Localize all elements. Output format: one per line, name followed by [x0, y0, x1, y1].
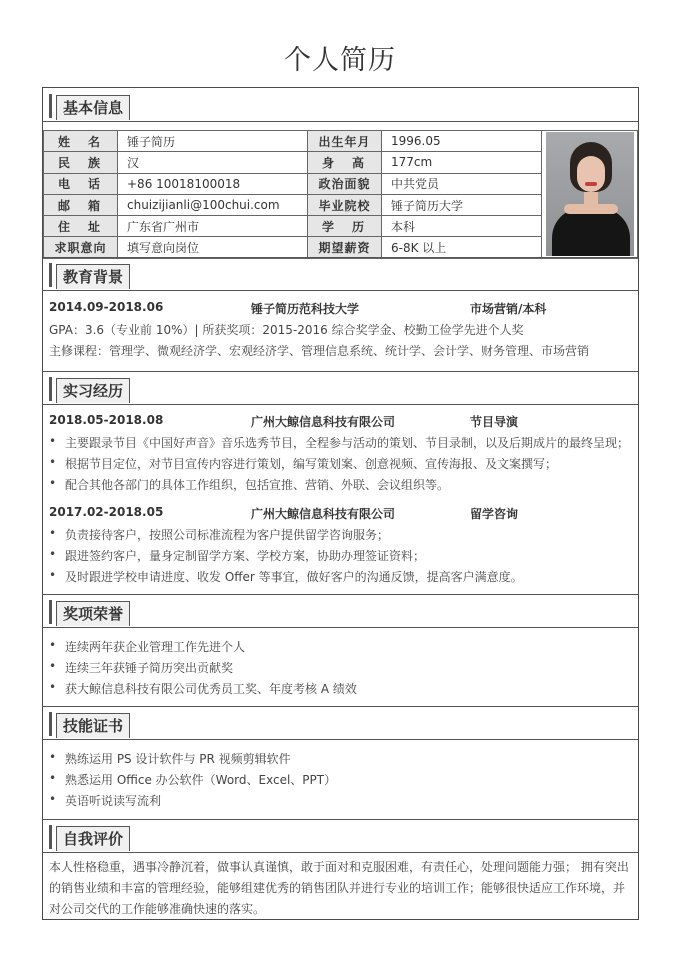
education-period: 2014.09-2018.06 [49, 300, 164, 314]
list-item: • 熟练运用 PS 设计软件与 PR 视频剪辑软件 [49, 750, 291, 767]
birth-value: 1996.05 [382, 131, 542, 152]
education-courses: 主修课程：管理学、微观经济学、宏观经济学、管理信息系统、统计学、会计学、财务管理、市场营销 [49, 344, 590, 358]
internship-period: 2017.02-2018.05 [49, 505, 164, 519]
list-item: • 负责接待客户，按照公司标准流程为客户提供留学咨询服务； [49, 526, 389, 543]
list-item: • 英语听说读写流利 [49, 792, 161, 809]
resume-frame [42, 87, 639, 920]
basic-info-table [43, 130, 638, 259]
field-label: 毕业院校 [308, 194, 382, 215]
list-item: • 配合其他各部门的具体工作组织，包括宣推、营销、外联、会议组织等。 [49, 476, 449, 493]
field-label: 政治面貌 [308, 173, 382, 194]
self-evaluation: 本人性格稳重，遇事冷静沉着，做事认真谨慎，敢于面对和克服困难，有责任心，处理问题能力强； 拥有突出的销售业绩和丰富的管理经验，能够组建优秀的销售团队并进行专业的培训工作；能够很快适应工作环境，并对公司交代的工作能够准确快速的落实。 [49, 860, 629, 916]
field-label: 邮 箱 [44, 194, 118, 215]
name-value: 锤子简历 [118, 131, 308, 152]
education-major: 市场营销/本科 [470, 302, 547, 316]
political-value: 中共党员 [382, 173, 542, 194]
list-item: • 主要跟录节目《中国好声音》音乐选秀节目，全程参与活动的策划、节目录制，以及后期成片的最终呈现； [49, 434, 629, 451]
section-title: 奖项荣誉 [56, 601, 130, 626]
section-title: 基本信息 [56, 95, 130, 120]
section-header-internship [43, 371, 638, 405]
section-header-awards [43, 594, 638, 628]
ethnicity-value: 汉 [118, 152, 308, 173]
profile-photo [546, 132, 634, 256]
field-label: 民 族 [44, 152, 118, 173]
list-item: • 熟悉运用 Office 办公软件（Word、Excel、PPT） [49, 771, 336, 788]
field-label: 学 历 [308, 216, 382, 237]
address-value: 广东省广州市 [118, 216, 308, 237]
page-title: 个人简历 [284, 45, 396, 76]
field-label: 姓 名 [44, 131, 118, 152]
section-title: 技能证书 [56, 713, 130, 738]
intent-value: 填写意向岗位 [118, 237, 308, 258]
list-item: • 及时跟进学校申请进度、收发 Offer 等事宜，做好客户的沟通反馈，提高客户满意度。 [49, 568, 523, 585]
phone-value: +86 10018100018 [118, 173, 308, 194]
field-label: 期望薪资 [308, 237, 382, 258]
section-title: 自我评价 [56, 826, 130, 851]
section-header-basic [43, 88, 638, 122]
section-header-self [43, 819, 638, 853]
school-value: 锤子简历大学 [382, 194, 542, 215]
internship-header [49, 413, 634, 429]
field-label: 身 高 [308, 152, 382, 173]
education-school: 锤子简历范科技大学 [251, 302, 360, 316]
internship-role: 留学咨询 [470, 507, 519, 521]
field-label: 出生年月 [308, 131, 382, 152]
internship-header [49, 505, 634, 521]
height-value: 177cm [382, 152, 542, 173]
internship-role: 节目导演 [470, 415, 519, 429]
internship-period: 2018.05-2018.08 [49, 413, 164, 427]
list-item: • 获大鲸信息科技有限公司优秀员工奖、年度考核 A 绩效 [49, 680, 357, 697]
list-item: • 连续三年获锤子简历突出贡献奖 [49, 659, 233, 676]
degree-value: 本科 [382, 216, 542, 237]
section-title: 教育背景 [56, 264, 130, 289]
section-title: 实习经历 [56, 378, 130, 403]
email-value: chuizijianli@100chui.com [118, 194, 308, 215]
list-item: • 跟进签约客户，量身定制留学方案、学校方案，协助办理签证资料； [49, 547, 425, 564]
field-label: 求职意向 [44, 237, 118, 258]
field-label: 电 话 [44, 173, 118, 194]
photo-cell [542, 131, 638, 259]
salary-value: 6-8K 以上 [382, 237, 542, 258]
field-label: 住 址 [44, 216, 118, 237]
section-header-skills [43, 706, 638, 740]
list-item: • 根据节目定位，对节目宣传内容进行策划，编写策划案、创意视频、宣传海报、及文案撰写； [49, 455, 557, 472]
section-header-education [43, 257, 638, 291]
internship-company: 广州大鲸信息科技有限公司 [251, 507, 396, 521]
education-header [49, 300, 634, 316]
internship-company: 广州大鲸信息科技有限公司 [251, 415, 396, 429]
list-item: • 连续两年获企业管理工作先进个人 [49, 638, 245, 655]
education-gpa: GPA：3.6（专业前 10%）| 所获奖项：2015-2016 综合奖学金、校勤工俭学先进个人奖 [49, 323, 524, 337]
